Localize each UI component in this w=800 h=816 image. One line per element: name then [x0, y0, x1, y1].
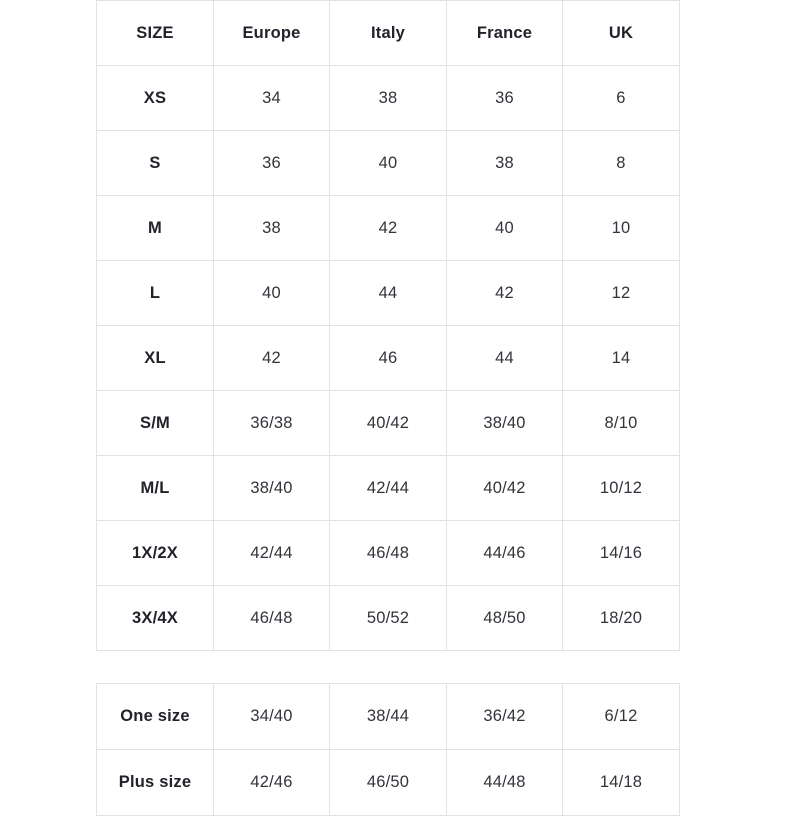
cell-uk: 12 — [563, 261, 680, 326]
cell-uk: 6 — [563, 66, 680, 131]
cell-italy: 42/44 — [330, 456, 447, 521]
cell-uk: 14/16 — [563, 521, 680, 586]
table-header-row — [97, 1, 680, 66]
row-label: XS — [97, 66, 214, 131]
row-label: L — [97, 261, 214, 326]
cell-europe: 46/48 — [214, 586, 330, 651]
cell-italy: 44 — [330, 261, 447, 326]
row-label: S/M — [97, 391, 214, 456]
cell-europe: 38/40 — [214, 456, 330, 521]
cell-europe: 42/44 — [214, 521, 330, 586]
cell-europe: 34/40 — [214, 684, 330, 750]
table-row — [97, 261, 680, 326]
row-label: One size — [97, 684, 214, 750]
row-label: 3X/4X — [97, 586, 214, 651]
cell-europe: 42 — [214, 326, 330, 391]
cell-france: 36 — [447, 66, 563, 131]
cell-italy: 46 — [330, 326, 447, 391]
table-row — [97, 196, 680, 261]
cell-france: 42 — [447, 261, 563, 326]
cell-europe: 40 — [214, 261, 330, 326]
row-label: XL — [97, 326, 214, 391]
cell-italy: 38/44 — [330, 684, 447, 750]
cell-uk: 10 — [563, 196, 680, 261]
cell-france: 40 — [447, 196, 563, 261]
table-row — [97, 66, 680, 131]
one-size-table — [96, 683, 680, 816]
column-header-france: France — [447, 1, 563, 66]
table-row — [97, 521, 680, 586]
cell-europe: 34 — [214, 66, 330, 131]
cell-france: 48/50 — [447, 586, 563, 651]
cell-france: 44/48 — [447, 750, 563, 816]
cell-italy: 40/42 — [330, 391, 447, 456]
cell-france: 36/42 — [447, 684, 563, 750]
table-row — [97, 326, 680, 391]
cell-france: 44/46 — [447, 521, 563, 586]
table-row — [97, 684, 680, 750]
cell-italy: 38 — [330, 66, 447, 131]
cell-uk: 10/12 — [563, 456, 680, 521]
cell-uk: 6/12 — [563, 684, 680, 750]
cell-france: 44 — [447, 326, 563, 391]
cell-italy: 42 — [330, 196, 447, 261]
column-header-size: SIZE — [97, 1, 214, 66]
cell-uk: 8 — [563, 131, 680, 196]
size-conversion-table — [96, 0, 680, 651]
table-row — [97, 131, 680, 196]
row-label: M — [97, 196, 214, 261]
cell-france: 38 — [447, 131, 563, 196]
table-row — [97, 750, 680, 816]
column-header-uk: UK — [563, 1, 680, 66]
row-label: Plus size — [97, 750, 214, 816]
cell-france: 40/42 — [447, 456, 563, 521]
column-header-europe: Europe — [214, 1, 330, 66]
row-label: M/L — [97, 456, 214, 521]
table-row — [97, 456, 680, 521]
cell-uk: 14/18 — [563, 750, 680, 816]
table-row — [97, 391, 680, 456]
cell-italy: 46/48 — [330, 521, 447, 586]
cell-italy: 50/52 — [330, 586, 447, 651]
size-chart-container — [96, 0, 679, 816]
row-label: 1X/2X — [97, 521, 214, 586]
table-divider-space — [96, 651, 679, 683]
cell-europe: 36/38 — [214, 391, 330, 456]
cell-uk: 14 — [563, 326, 680, 391]
cell-france: 38/40 — [447, 391, 563, 456]
row-label: S — [97, 131, 214, 196]
cell-italy: 40 — [330, 131, 447, 196]
cell-italy: 46/50 — [330, 750, 447, 816]
column-header-italy: Italy — [330, 1, 447, 66]
cell-europe: 36 — [214, 131, 330, 196]
cell-europe: 42/46 — [214, 750, 330, 816]
cell-uk: 8/10 — [563, 391, 680, 456]
cell-uk: 18/20 — [563, 586, 680, 651]
cell-europe: 38 — [214, 196, 330, 261]
table-row — [97, 586, 680, 651]
